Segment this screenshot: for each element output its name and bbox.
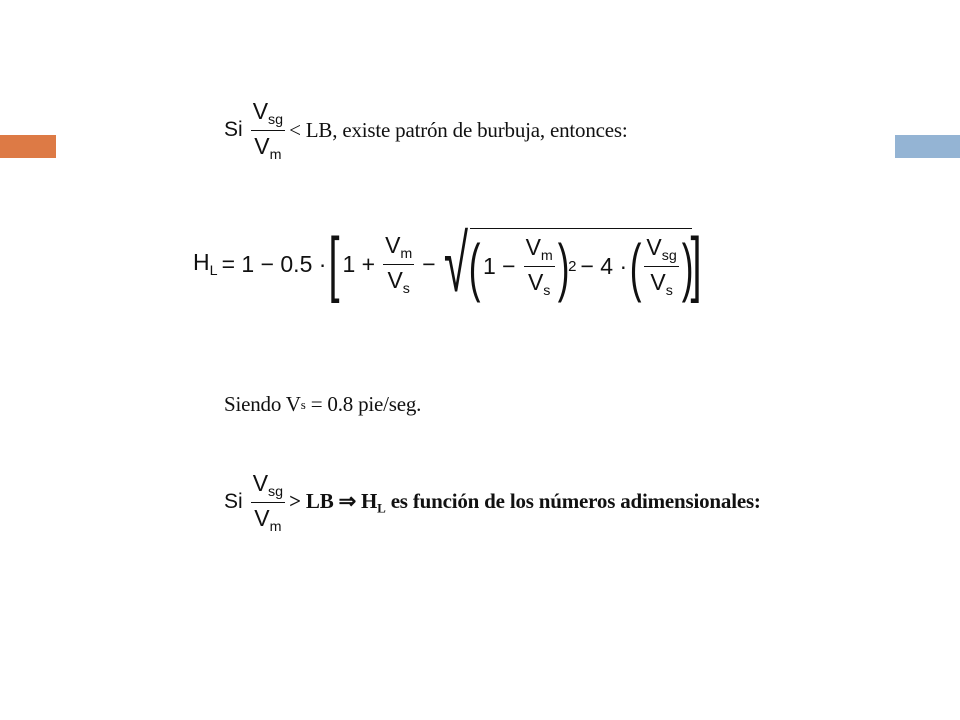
square-root [440,219,694,308]
si-label: Si [224,490,243,514]
condition-text: > LB ⇒ $H_L$ es función de los números adimensionales: [289,488,761,516]
formula-one-plus: 1 + [342,250,376,277]
formula-lhs: $H_L$ [193,249,218,279]
condition-bubble-pattern [224,98,627,163]
formula-minus: − [422,250,436,277]
fraction-vm-over-vs: $\frac{V_m}{V_s}$ [385,231,413,297]
fraction-vm-over-vs-inner: $\frac{V_m}{V_s}$ [525,234,553,299]
accent-bar-left [0,135,56,158]
right-bracket: ] [690,224,702,304]
fraction-vsg-over-vm: $\frac{V_{sg}}{V_m}$ [252,470,284,535]
accent-bar-right [895,135,960,158]
fraction-numerator: $V_{sg}$ [251,98,285,131]
fraction-denominator: $V_m$ [254,132,282,163]
condition-text: < LB, existe patrón de burbuja, entonces: [289,117,628,142]
holdup-formula [193,219,702,308]
left-bracket: [ [328,224,340,304]
condition-dimensionless [224,470,761,535]
fraction-vsg-over-vs: $\frac{V_{sg}}{V_s}$ [646,234,677,299]
fraction-vsg-over-vm [251,98,285,163]
si-label: Si [224,118,243,142]
formula-equals: = 1 − 0.5 · [221,250,327,277]
slip-velocity-statement: Siendo V s = 0.8 pie/seg. [224,392,422,416]
exponent: 2 [568,258,577,275]
radical-icon: √ [443,219,468,308]
radicand: ( 1 − $\frac{V_m}{V_s}$ ) 2 − 4 · ( $\frac{V_{sg}}{V_s}$ ) [470,228,693,300]
